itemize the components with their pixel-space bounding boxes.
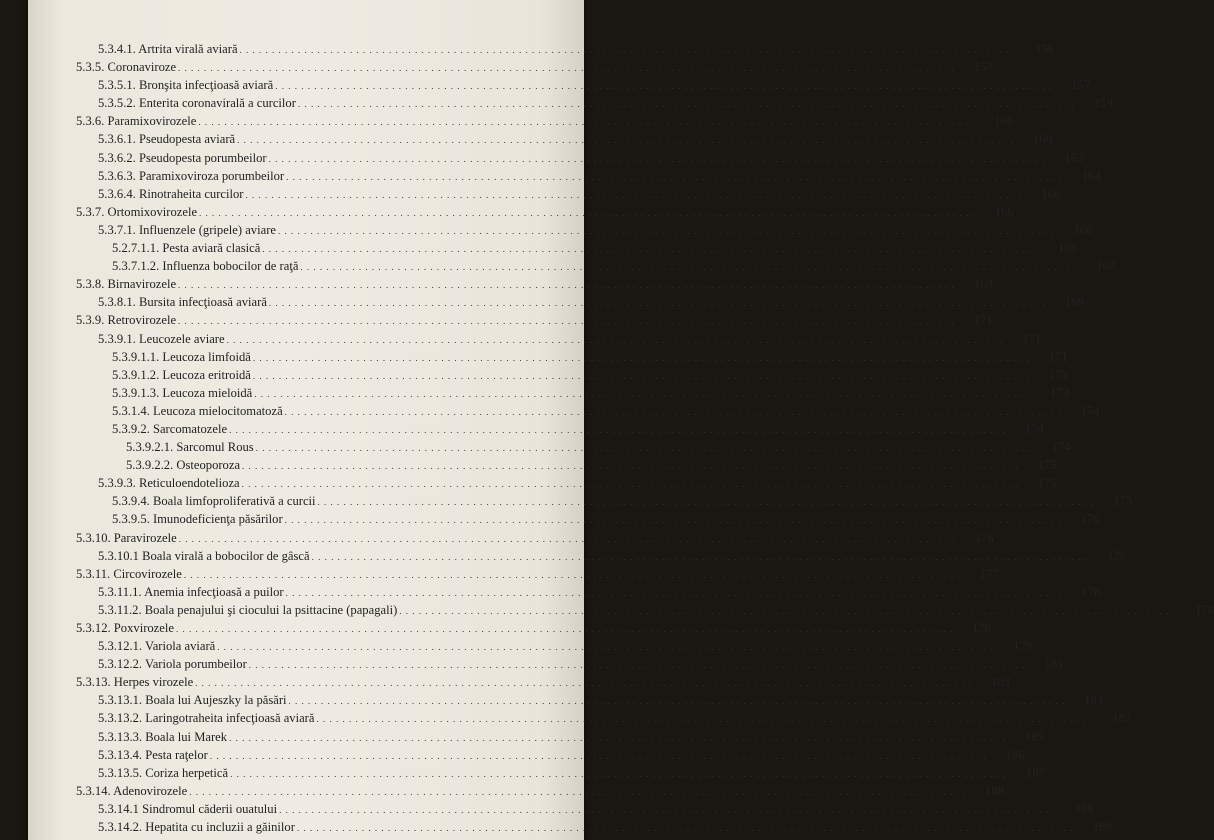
toc-entry <box>76 728 1044 746</box>
toc-entry-text: Adenovirozele <box>113 783 188 798</box>
toc-entry <box>76 384 1070 402</box>
dot-leader: . . . . . . . . . . . . . . . . . . . . . . . . . . . . . . . . . . . . . . . . . . . . . . . . . . . . . . . . . . . . . . . . . . . . . . . . . . . . . . . . . . . . . . . . . . . . . . . . . . . . . . . . . . . . . . . . . . . . . . . . <box>252 352 1030 363</box>
toc-entry <box>76 40 1055 58</box>
toc-entry-title <box>98 800 279 818</box>
toc-entry-title <box>76 529 179 547</box>
toc-entry-page-number: 164 <box>1081 168 1101 183</box>
toc-entry <box>76 547 1127 565</box>
toc-entry-text: Boala penajului şi ciocului la psittacine (papagali) <box>144 602 398 617</box>
toc-entry-page-number: 189 <box>1092 820 1112 835</box>
toc-entry-text: Sarcomatozele <box>152 421 228 436</box>
toc-entry-title <box>98 728 229 746</box>
toc-entry <box>76 565 999 583</box>
toc-entry-text: Boala virală a bobocilor de gâscă <box>142 548 310 563</box>
toc-entry <box>76 456 1057 474</box>
toc-entry-title <box>98 764 230 782</box>
dot-leader: . . . . . . . . . . . . . . . . . . . . . . . . . . . . . . . . . . . . . . . . . . . . . . . . . . . . . . . . . . . . . . . . . . . . . . . . . . . . . . . . . . . . . . . . . . . . . . . . . . . . . . . . . . . . . . . . . . . . . . . . <box>277 225 1055 236</box>
toc-entry-text: Coriza herpetică <box>145 765 229 780</box>
toc-entry-text: Poxvirozele <box>113 621 174 635</box>
toc-entry-page-number: 171 <box>1048 349 1068 364</box>
dot-leader: . . . . . . . . . . . . . . . . . . . . . . . . . . . . . . . . . . . . . . . . . . . . . . . . . . . . . . . . . . . . . . . . . . . . . . . . . . . . . . . . . . . . . . . . . . . . . . . . . . . . . . . . . . . . . . . . . . . . . . . . <box>285 587 1063 598</box>
toc-entry-text: Sarcomul Rous <box>176 440 254 455</box>
toc-entry-number: 5.3.11. <box>76 566 111 581</box>
toc-entry-number: 5.3.9.1.3. <box>112 385 160 400</box>
toc-entry-text: Reticuloendotelioza <box>138 476 240 491</box>
toc-entry-title <box>98 655 249 673</box>
dot-leader: . . . . . . . . . . . . . . . . . . . . . . . . . . . . . . . . . . . . . . . . . . . . . . . . . . . . . . . . . . . . . . . . . . . . . . . . . . . . . . . . . . . . . . . . . . . . . . . . . . . . . . . . . . . . . . . . . . . . . . . . <box>288 696 1066 707</box>
toc-entry-text: Coronaviroze <box>107 60 177 75</box>
toc-entry <box>76 330 1042 348</box>
toc-entry-page-number: 178 <box>1013 639 1033 654</box>
toc-entry-page-number: 174 <box>1080 403 1100 418</box>
dot-leader: . . . . . . . . . . . . . . . . . . . . . . . . . . . . . . . . . . . . . . . . . . . . . . . . . . . . . . . . . . . . . . . . . . . . . . . . . . . . . . . . . . . . . . . . . . . . . . . . . . . . . . . . . . . . . . . . . . . . . . . . <box>199 207 976 218</box>
toc-entry-text: Hepatita cu incluzii a găinilor <box>145 820 295 835</box>
dot-leader: . . . . . . . . . . . . . . . . . . . . . . . . . . . . . . . . . . . . . . . . . . . . . . . . . . . . . . . . . . . . . . . . . . . . . . . . . . . . . . . . . . . . . . . . . . . . . . . . . . . . . . . . . . . . . . . . . . . . . . . . <box>279 804 1056 815</box>
toc-entry-text: Pseudopesta aviară <box>138 132 236 147</box>
toc-entry-title <box>112 348 253 366</box>
dot-leader: . . . . . . . . . . . . . . . . . . . . . . . . . . . . . . . . . . . . . . . . . . . . . . . . . . . . . . . . . . . . . . . . . . . . . . . . . . . . . . . . . . . . . . . . . . . . . . . . . . . . . . . . . . . . . . . . . . . . . . . . <box>284 515 1062 526</box>
toc-entry-text: Paramixovirozele <box>107 114 197 129</box>
toc-entry <box>76 619 991 637</box>
toc-entry-number: 5.3.6.3. <box>98 168 136 183</box>
toc-entry-title <box>98 76 275 94</box>
toc-entry-page-number: 157 <box>973 60 993 75</box>
toc-entry-title <box>112 366 253 384</box>
toc-entry-title <box>98 185 246 203</box>
dot-leader: . . . . . . . . . . . . . . . . . . . . . . . . . . . . . . . . . . . . . . . . . . . . . . . . . . . . . . . . . . . . . . . . . . . . . . . . . . . . . . . . . . . . . . . . . . . . . . . . . . . . . . . . . . . . . . . . . . . . . . . . <box>317 497 1095 508</box>
toc-entry-page-number: 176 <box>1107 548 1127 563</box>
toc-entry-text: Boala limfoproliferativă a curcii <box>152 494 316 509</box>
toc-entry-page-number: 171 <box>1022 331 1042 346</box>
toc-entry-number: 5.3.10. <box>76 530 111 545</box>
toc-entry-number: 5.3.5.2. <box>98 96 136 111</box>
toc-entry <box>76 311 993 329</box>
toc-entry-number: 5.3.13.4. <box>98 747 143 762</box>
table-of-contents <box>76 40 1214 836</box>
toc-entry-page-number: 183 <box>1084 693 1104 708</box>
dot-leader: . . . . . . . . . . . . . . . . . . . . . . . . . . . . . . . . . . . . . . . . . . . . . . . . . . . . . . . . . . . . . . . . . . . . . . . . . . . . . . . . . . . . . . . . . . . . . . . . . . . . . . . . . . . . . . . . . . . . . . . . <box>268 298 1046 309</box>
toc-entry <box>76 203 1014 221</box>
toc-entry-number: 5.3.6.4. <box>98 186 136 201</box>
dot-leader: . . . . . . . . . . . . . . . . . . . . . . . . . . . . . . . . . . . . . . . . . . . . . . . . . . . . . . . . . . . . . . . . . . . . . . . . . . . . . . . . . . . . . . . . . . . . . . . . . . . . . . . . . . . . . . . . . . . . . . . . <box>178 533 956 544</box>
toc-entry-number: 5.2.7.1.1. <box>112 241 160 256</box>
toc-entry <box>76 691 1104 709</box>
toc-entry <box>76 510 1100 528</box>
toc-entry-page-number: 166 <box>994 204 1014 219</box>
toc-entry-title <box>98 474 242 492</box>
toc-entry-number: 5.3.9.1. <box>98 331 136 346</box>
toc-entry-title <box>112 510 285 528</box>
toc-entry-title <box>98 746 210 764</box>
toc-entry <box>76 149 1084 167</box>
toc-entry-number: 5.3.13. <box>76 675 111 690</box>
dot-leader: . . . . . . . . . . . . . . . . . . . . . . . . . . . . . . . . . . . . . . . . . . . . . . . . . . . . . . . . . . . . . . . . . . . . . . . . . . . . . . . . . . . . . . . . . . . . . . . . . . . . . . . . . . . . . . . . . . . . . . . . <box>262 244 1040 255</box>
dot-leader: . . . . . . . . . . . . . . . . . . . . . . . . . . . . . . . . . . . . . . . . . . . . . . . . . . . . . . . . . . . . . . . . . . . . . . . . . . . . . . . . . . . . . . . . . . . . . . . . . . . . . . . . . . . . . . . . . . . . . . . . <box>178 63 955 74</box>
toc-entry <box>76 185 1061 203</box>
dot-leader: . . . . . . . . . . . . . . . . . . . . . . . . . . . . . . . . . . . . . . . . . . . . . . . . . . . . . . . . . . . . . . . . . . . . . . . . . . . . . . . . . . . . . . . . . . . . . . . . . . . . . . . . . . . . . . . . . . . . . . . . <box>248 660 1026 671</box>
toc-entry-text: Imunodeficienţa păsărilor <box>152 512 283 527</box>
dot-leader: . . . . . . . . . . . . . . . . . . . . . . . . . . . . . . . . . . . . . . . . . . . . . . . . . . . . . . . . . . . . . . . . . . . . . . . . . . . . . . . . . . . . . . . . . . . . . . . . . . . . . . . . . . . . . . . . . . . . . . . . <box>217 642 995 653</box>
toc-entry-number: 5.3.14. <box>76 783 111 798</box>
toc-entry-text: Circovirozele <box>113 566 182 581</box>
dot-leader: . . . . . . . . . . . . . . . . . . . . . . . . . . . . . . . . . . . . . . . . . . . . . . . . . . . . . . . . . . . . . . . . . . . . . . . . . . . . . . . . . . . . . . . . . . . . . . . . . . . . . . . . . . . . . . . . . . . . . . . . <box>252 370 1030 381</box>
dot-leader: . . . . . . . . . . . . . . . . . . . . . . . . . . . . . . . . . . . . . . . . . . . . . . . . . . . . . . . . . . . . . . . . . . . . . . . . . . . . . . . . . . . . . . . . . . . . . . . . . . . . . . . . . . . . . . . . . . . . . . . . <box>229 732 1006 743</box>
toc-entry-page-number: 178 <box>971 621 991 635</box>
dot-leader: . . . . . . . . . . . . . . . . . . . . . . . . . . . . . . . . . . . . . . . . . . . . . . . . . . . . . . . . . . . . . . . . . . . . . . . . . . . . . . . . . . . . . . . . . . . . . . . . . . . . . . . . . . . . . . . . . . . . . . . . <box>229 424 1006 435</box>
toc-entry <box>76 293 1084 311</box>
toc-entry-number: 5.3.12.2. <box>98 657 143 672</box>
dot-leader: . . . . . . . . . . . . . . . . . . . . . . . . . . . . . . . . . . . . . . . . . . . . . . . . . . . . . . . . . . . . . . . . . . . . . . . . . . . . . . . . . . . . . . . . . . . . . . . . . . . . . . . . . . . . . . . . . . . . . . . . <box>275 81 1052 92</box>
toc-entry-page-number: 156 <box>1035 42 1055 56</box>
toc-entry-text: Rinotraheita curcilor <box>138 186 244 201</box>
toc-entry-text: Herpes virozele <box>113 675 194 690</box>
toc-entry-title <box>76 311 178 329</box>
toc-entry-title <box>112 257 300 275</box>
toc-entry-page-number: 181 <box>1044 657 1064 672</box>
dot-leader: . . . . . . . . . . . . . . . . . . . . . . . . . . . . . . . . . . . . . . . . . . . . . . . . . . . . . . . . . . . . . . . . . . . . . . . . . . . . . . . . . . . . . . . . . . . . . . . . . . . . . . . . . . . . . . . . . . . . . . . . <box>300 262 1078 273</box>
toc-entry <box>76 239 1078 257</box>
toc-entry <box>76 348 1068 366</box>
toc-entry-page-number: 176 <box>974 530 994 545</box>
dot-leader: . . . . . . . . . . . . . . . . . . . . . . . . . . . . . . . . . . . . . . . . . . . . . . . . . . . . . . . . . . . . . . . . . . . . . . . . . . . . . . . . . . . . . . . . . . . . . . . . . . . . . . . . . . . . . . . . . . . . . . . . <box>268 153 1046 164</box>
toc-entry-number: 5.3.9.2.2. <box>126 458 174 473</box>
toc-entry <box>76 800 1094 818</box>
toc-entry-title <box>76 565 184 583</box>
toc-entry-text: Leucoza mieloidă <box>162 385 253 400</box>
toc-entry-number: 5.3.13.3. <box>98 729 143 744</box>
toc-entry <box>76 420 1044 438</box>
toc-entry-page-number: 178 <box>1081 584 1101 599</box>
toc-entry-number: 5.3.5. <box>76 60 105 75</box>
toc-entry-title <box>98 94 298 112</box>
toc-entry-page-number: 174 <box>1024 421 1044 436</box>
toc-entry <box>76 673 1010 691</box>
toc-entry-number: 5.3.14.1 <box>98 801 139 816</box>
toc-entry-number: 5.3.11.1. <box>98 584 142 599</box>
toc-entry-title <box>76 275 178 293</box>
toc-entry-title <box>76 58 178 76</box>
toc-entry-page-number: 176 <box>1080 512 1100 527</box>
toc-entry-title <box>98 149 269 167</box>
dot-leader: . . . . . . . . . . . . . . . . . . . . . . . . . . . . . . . . . . . . . . . . . . . . . . . . . . . . . . . . . . . . . . . . . . . . . . . . . . . . . . . . . . . . . . . . . . . . . . . . . . . . . . . . . . . . . . . . . . . . . . . . <box>242 461 1019 472</box>
toc-entry-text: Ortomixovirozele <box>107 204 198 219</box>
toc-entry-title <box>98 601 399 619</box>
dot-leader: . . . . . . . . . . . . . . . . . . . . . . . . . . . . . . . . . . . . . . . . . . . . . . . . . . . . . . . . . . . . . . . . . . . . . . . . . . . . . . . . . . . . . . . . . . . . . . . . . . . . . . . . . . . . . . . . . . . . . . . . <box>237 135 1014 146</box>
toc-entry-text: Influenzele (gripele) aviare <box>138 222 276 237</box>
toc-entry-text: Boala lui Marek <box>145 729 228 744</box>
toc-entry-page-number: 185 <box>1024 729 1044 744</box>
toc-entry-page-number: 173 <box>1048 367 1068 382</box>
toc-entry <box>76 130 1052 148</box>
toc-entry-page-number: 160 <box>994 114 1014 129</box>
toc-entry <box>76 366 1068 384</box>
toc-entry-title <box>76 782 189 800</box>
toc-entry-number: 5.3.12. <box>76 621 111 635</box>
toc-entry-number: 5.3.9.4. <box>112 494 150 509</box>
dot-leader: . . . . . . . . . . . . . . . . . . . . . . . . . . . . . . . . . . . . . . . . . . . . . . . . . . . . . . . . . . . . . . . . . . . . . . . . . . . . . . . . . . . . . . . . . . . . . . . . . . . . . . . . . . . . . . . . . . . . . . . . <box>399 605 1177 616</box>
toc-entry-page-number: 188 <box>1074 801 1094 816</box>
toc-entry-page-number: 163 <box>1064 150 1084 165</box>
toc-entry-number: 5.3.9. <box>76 313 105 328</box>
toc-entry-page-number: 183 <box>991 675 1010 690</box>
toc-entry-page-number: 186 <box>1005 747 1025 762</box>
toc-entry-page-number: 177 <box>979 566 999 581</box>
toc-entry-text: Variola porumbeilor <box>145 657 247 672</box>
toc-entry <box>76 529 994 547</box>
toc-entry <box>76 275 993 293</box>
toc-entry-number: 5.3.6.2. <box>98 150 136 165</box>
toc-entry-title <box>112 239 262 257</box>
toc-entry-page-number: 157 <box>1071 78 1090 93</box>
toc-entry-text: Artrita virală aviară <box>138 42 238 56</box>
dot-leader: . . . . . . . . . . . . . . . . . . . . . . . . . . . . . . . . . . . . . . . . . . . . . . . . . . . . . . . . . . . . . . . . . . . . . . . . . . . . . . . . . . . . . . . . . . . . . . . . . . . . . . . . . . . . . . . . . . . . . . . . <box>226 334 1004 345</box>
toc-entry-number: 5.3.13.1. <box>98 693 143 708</box>
toc-entry-number: 5.3.11.2. <box>98 602 142 617</box>
dot-leader: . . . . . . . . . . . . . . . . . . . . . . . . . . . . . . . . . . . . . . . . . . . . . . . . . . . . . . . . . . . . . . . . . . . . . . . . . . . . . . . . . . . . . . . . . . . . . . . . . . . . . . . . . . . . . . . . . . . . . . . . <box>255 443 1033 454</box>
toc-entry-number: 5.3.9.2.1. <box>126 440 174 455</box>
toc-entry-title <box>98 583 286 601</box>
toc-entry-text: Leucozele aviare <box>138 331 225 346</box>
toc-entry-page-number: 171 <box>973 313 993 328</box>
toc-entry-page-number: 173 <box>1050 385 1070 400</box>
toc-entry <box>76 746 1025 764</box>
toc-entry-title <box>126 438 256 456</box>
toc-entry-text: Variola aviară <box>145 639 216 654</box>
toc-entry <box>76 167 1101 185</box>
toc-entry-page-number: 166 <box>1073 222 1093 237</box>
toc-entry-page-number: 166 <box>1058 241 1078 256</box>
toc-entry-number: 5.3.7.1. <box>98 222 136 237</box>
dot-leader: . . . . . . . . . . . . . . . . . . . . . . . . . . . . . . . . . . . . . . . . . . . . . . . . . . . . . . . . . . . . . . . . . . . . . . . . . . . . . . . . . . . . . . . . . . . . . . . . . . . . . . . . . . . . . . . . . . . . . . . . <box>209 750 987 761</box>
toc-entry-title <box>98 167 286 185</box>
dot-leader: . . . . . . . . . . . . . . . . . . . . . . . . . . . . . . . . . . . . . . . . . . . . . . . . . . . . . . . . . . . . . . . . . . . . . . . . . . . . . . . . . . . . . . . . . . . . . . . . . . . . . . . . . . . . . . . . . . . . . . . . <box>297 99 1075 110</box>
toc-entry-title <box>98 40 240 58</box>
toc-entry-text: Leucoza eritroidă <box>162 367 251 382</box>
toc-entry-text: Pesta raţelor <box>145 747 208 762</box>
toc-entry-number: 5.3.13.2. <box>98 711 143 726</box>
toc-entry-title <box>112 402 285 420</box>
toc-entry-page-number: 175 <box>1037 476 1057 491</box>
dot-leader: . . . . . . . . . . . . . . . . . . . . . . . . . . . . . . . . . . . . . . . . . . . . . . . . . . . . . . . . . . . . . . . . . . . . . . . . . . . . . . . . . . . . . . . . . . . . . . . . . . . . . . . . . . . . . . . . . . . . . . . . <box>241 479 1019 490</box>
dot-leader: . . . . . . . . . . . . . . . . . . . . . . . . . . . . . . . . . . . . . . . . . . . . . . . . . . . . . . . . . . . . . . . . . . . . . . . . . . . . . . . . . . . . . . . . . . . . . . . . . . . . . . . . . . . . . . . . . . . . . . . . <box>198 117 976 128</box>
toc-entry-text: Bronşita infecţioasă aviară <box>138 78 274 93</box>
toc-entry-page-number: 175 <box>1113 494 1133 509</box>
toc-entry-number: 5.3.7.1.2. <box>112 259 160 274</box>
dot-leader: . . . . . . . . . . . . . . . . . . . . . . . . . . . . . . . . . . . . . . . . . . . . . . . . . . . . . . . . . . . . . . . . . . . . . . . . . . . . . . . . . . . . . . . . . . . . . . . . . . . . . . . . . . . . . . . . . . . . . . . . <box>254 388 1032 399</box>
toc-entry-title <box>112 492 318 510</box>
dot-leader: . . . . . . . . . . . . . . . . . . . . . . . . . . . . . . . . . . . . . . . . . . . . . . . . . . . . . . . . . . . . . . . . . . . . . . . . . . . . . . . . . . . . . . . . . . . . . . . . . . . . . . . . . . . . . . . . . . . . . . . . <box>178 280 955 291</box>
toc-entry-page-number: 160 <box>1032 132 1052 147</box>
toc-entry-number: 5.3.7. <box>76 204 105 219</box>
toc-entry-title <box>112 420 229 438</box>
dot-leader: . . . . . . . . . . . . . . . . . . . . . . . . . . . . . . . . . . . . . . . . . . . . . . . . . . . . . . . . . . . . . . . . . . . . . . . . . . . . . . . . . . . . . . . . . . . . . . . . . . . . . . . . . . . . . . . . . . . . . . . . <box>296 823 1074 834</box>
toc-entry-title <box>76 673 195 691</box>
toc-entry <box>76 94 1113 112</box>
toc-entry <box>76 492 1133 510</box>
toc-entry-number: 5.3.9.1.1. <box>112 349 160 364</box>
toc-entry <box>76 601 1214 619</box>
toc-entry-text: Enterita coronavirală a curcilor <box>138 96 296 111</box>
toc-entry-text: Influenza bobocilor de raţă <box>162 259 299 274</box>
toc-entry-title <box>98 547 312 565</box>
toc-entry <box>76 402 1100 420</box>
toc-entry-number: 5.3.10.1 <box>98 548 139 563</box>
toc-entry-text: Boala lui Aujeszky la păsări <box>145 693 287 708</box>
toc-entry-text: Pseudopesta porumbeilor <box>138 150 267 165</box>
toc-entry-text: Laringotraheita infecţioasă aviară <box>145 711 315 726</box>
toc-entry-number: 5.3.6.1. <box>98 132 136 147</box>
toc-entry <box>76 818 1112 836</box>
toc-entry-title <box>98 818 297 836</box>
toc-entry-number: 5.3.6. <box>76 114 105 129</box>
toc-entry-text: Sindromul căderii ouatului <box>142 801 278 816</box>
dot-leader: . . . . . . . . . . . . . . . . . . . . . . . . . . . . . . . . . . . . . . . . . . . . . . . . . . . . . . . . . . . . . . . . . . . . . . . . . . . . . . . . . . . . . . . . . . . . . . . . . . . . . . . . . . . . . . . . . . . . . . . . <box>284 406 1062 417</box>
toc-entry-number: 5.3.9.2. <box>112 421 150 436</box>
toc-entry-title <box>112 384 254 402</box>
dot-leader: . . . . . . . . . . . . . . . . . . . . . . . . . . . . . . . . . . . . . . . . . . . . . . . . . . . . . . . . . . . . . . . . . . . . . . . . . . . . . . . . . . . . . . . . . . . . . . . . . . . . . . . . . . . . . . . . . . . . . . . . <box>175 624 953 634</box>
toc-entry-text: Anemia infecţioasă a puilor <box>144 584 284 599</box>
toc-entry <box>76 76 1090 94</box>
toc-entry-page-number: 174 <box>1051 440 1071 455</box>
toc-entry-number: 5.3.12.1. <box>98 639 143 654</box>
dot-leader: . . . . . . . . . . . . . . . . . . . . . . . . . . . . . . . . . . . . . . . . . . . . . . . . . . . . . . . . . . . . . . . . . . . . . . . . . . . . . . . . . . . . . . . . . . . . . . . . . . . . . . . . . . . . . . . . . . . . . . . . <box>316 714 1094 725</box>
toc-entry-page-number: 159 <box>1093 96 1113 111</box>
toc-entry-number: 5.3.5.1. <box>98 78 136 93</box>
toc-entry-text: Paravirozele <box>113 530 177 545</box>
toc-entry-page-number: 178 <box>1195 602 1214 617</box>
toc-entry-text: Leucoza mielocitomatoză <box>152 403 283 418</box>
toc-entry-title <box>98 330 227 348</box>
toc-entry-number: 5.3.8.1. <box>98 295 136 310</box>
toc-entry <box>76 637 1033 655</box>
toc-entry-number: 5.3.4.1. <box>98 42 136 56</box>
toc-entry-number: 5.3.9.3. <box>98 476 136 491</box>
toc-entry <box>76 655 1064 673</box>
toc-entry <box>76 438 1071 456</box>
toc-entry-page-number: 168 <box>1096 259 1116 274</box>
toc-entry-title <box>98 637 217 655</box>
toc-entry-page-number: 175 <box>1037 458 1057 473</box>
toc-entry-text: Bursita infecţioasă aviară <box>138 295 267 310</box>
toc-entry-text: Pesta aviară clasică <box>162 241 261 256</box>
toc-entry <box>76 764 1045 782</box>
dot-leader: . . . . . . . . . . . . . . . . . . . . . . . . . . . . . . . . . . . . . . . . . . . . . . . . . . . . . . . . . . . . . . . . . . . . . . . . . . . . . . . . . . . . . . . . . . . . . . . . . . . . . . . . . . . . . . . . . . . . . . . . <box>239 45 1017 55</box>
toc-entry-number: 5.3.9.1.2. <box>112 367 160 382</box>
toc-entry-page-number: 166 <box>1041 186 1061 201</box>
toc-entry-title <box>98 691 289 709</box>
dot-leader: . . . . . . . . . . . . . . . . . . . . . . . . . . . . . . . . . . . . . . . . . . . . . . . . . . . . . . . . . . . . . . . . . . . . . . . . . . . . . . . . . . . . . . . . . . . . . . . . . . . . . . . . . . . . . . . . . . . . . . . . <box>286 171 1063 182</box>
toc-entry-page-number: 169 <box>973 277 993 292</box>
toc-entry-text: Leucoza limfoidă <box>162 349 251 364</box>
toc-entry-text: Paramixoviroza porumbeilor <box>138 168 285 183</box>
toc-entry-text: Birnavirozele <box>107 277 177 292</box>
toc-entry-title <box>76 619 176 637</box>
toc-entry-page-number: 188 <box>985 783 1004 798</box>
dot-leader: . . . . . . . . . . . . . . . . . . . . . . . . . . . . . . . . . . . . . . . . . . . . . . . . . . . . . . . . . . . . . . . . . . . . . . . . . . . . . . . . . . . . . . . . . . . . . . . . . . . . . . . . . . . . . . . . . . . . . . . . <box>178 316 955 327</box>
dot-leader: . . . . . . . . . . . . . . . . . . . . . . . . . . . . . . . . . . . . . . . . . . . . . . . . . . . . . . . . . . . . . . . . . . . . . . . . . . . . . . . . . . . . . . . . . . . . . . . . . . . . . . . . . . . . . . . . . . . . . . . . <box>183 569 961 580</box>
toc-entry-title <box>76 203 199 221</box>
toc-entry <box>76 709 1132 727</box>
toc-entry-number: 5.3.9.5. <box>112 512 150 527</box>
toc-entry-title <box>98 293 269 311</box>
toc-entry <box>76 221 1093 239</box>
dot-leader: . . . . . . . . . . . . . . . . . . . . . . . . . . . . . . . . . . . . . . . . . . . . . . . . . . . . . . . . . . . . . . . . . . . . . . . . . . . . . . . . . . . . . . . . . . . . . . . . . . . . . . . . . . . . . . . . . . . . . . . . <box>245 189 1023 200</box>
book-page <box>28 0 1214 840</box>
toc-entry-title <box>98 221 278 239</box>
toc-entry-title <box>126 456 242 474</box>
toc-entry-page-number: 183 <box>1112 711 1132 726</box>
dot-leader: . . . . . . . . . . . . . . . . . . . . . . . . . . . . . . . . . . . . . . . . . . . . . . . . . . . . . . . . . . . . . . . . . . . . . . . . . . . . . . . . . . . . . . . . . . . . . . . . . . . . . . . . . . . . . . . . . . . . . . . . <box>195 678 972 689</box>
toc-entry <box>76 474 1057 492</box>
toc-entry-number: 5.3.8. <box>76 277 105 292</box>
toc-entry-title <box>98 709 316 727</box>
toc-entry-number: 5.3.14.2. <box>98 820 143 835</box>
toc-entry-text: Retrovirozele <box>107 313 177 328</box>
toc-entry <box>76 112 1014 130</box>
toc-entry <box>76 257 1116 275</box>
toc-entry-page-number: 187 <box>1025 765 1045 780</box>
toc-entry <box>76 58 993 76</box>
toc-entry <box>76 782 1004 800</box>
toc-entry <box>76 583 1101 601</box>
toc-entry-title <box>76 112 198 130</box>
toc-entry-page-number: 169 <box>1064 295 1084 310</box>
toc-entry-number: 5.3.1.4. <box>112 403 150 418</box>
toc-entry-title <box>98 130 237 148</box>
dot-leader: . . . . . . . . . . . . . . . . . . . . . . . . . . . . . . . . . . . . . . . . . . . . . . . . . . . . . . . . . . . . . . . . . . . . . . . . . . . . . . . . . . . . . . . . . . . . . . . . . . . . . . . . . . . . . . . . . . . . . . . . <box>189 786 966 797</box>
dot-leader: . . . . . . . . . . . . . . . . . . . . . . . . . . . . . . . . . . . . . . . . . . . . . . . . . . . . . . . . . . . . . . . . . . . . . . . . . . . . . . . . . . . . . . . . . . . . . . . . . . . . . . . . . . . . . . . . . . . . . . . . <box>311 551 1089 562</box>
toc-entry-number: 5.3.13.5. <box>98 765 143 780</box>
dot-leader: . . . . . . . . . . . . . . . . . . . . . . . . . . . . . . . . . . . . . . . . . . . . . . . . . . . . . . . . . . . . . . . . . . . . . . . . . . . . . . . . . . . . . . . . . . . . . . . . . . . . . . . . . . . . . . . . . . . . . . . . <box>230 768 1007 779</box>
toc-entry-text: Osteoporoza <box>176 458 241 473</box>
